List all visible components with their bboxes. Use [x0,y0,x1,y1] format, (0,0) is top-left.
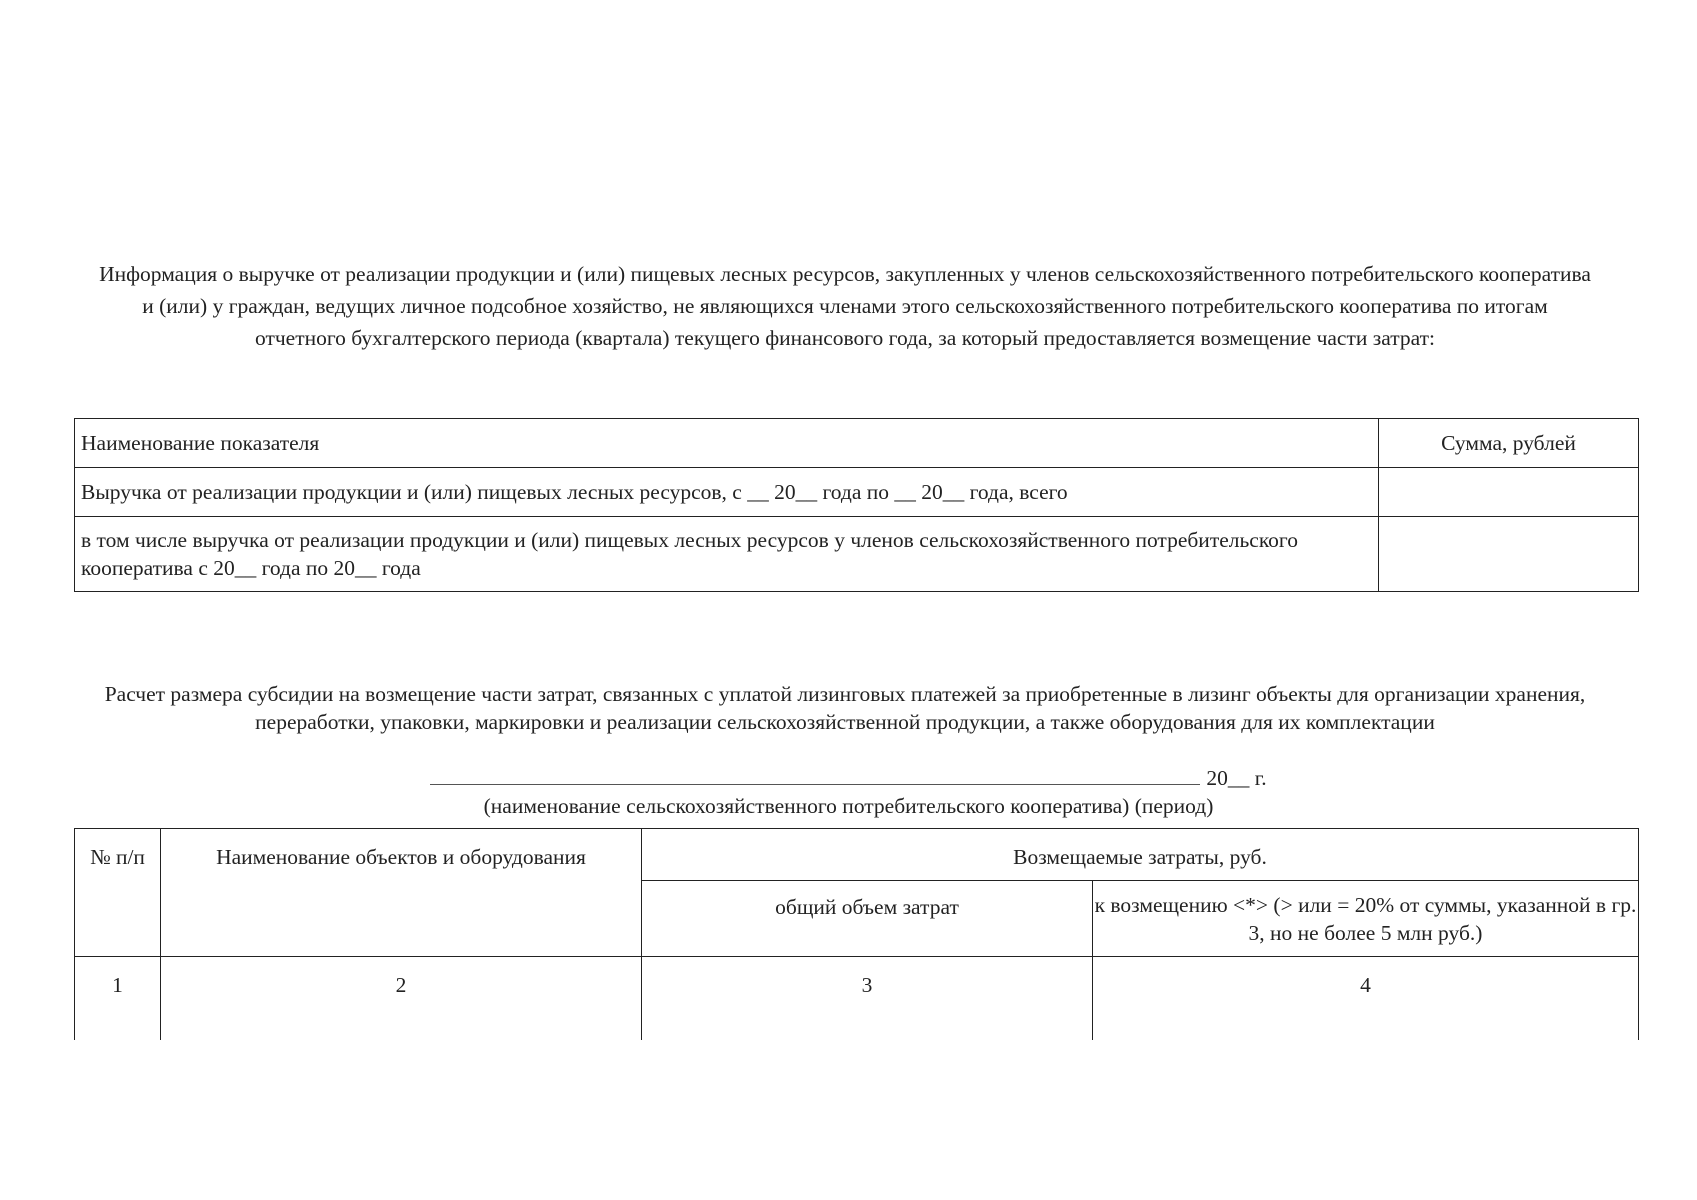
cooperative-name-blank[interactable] [430,764,1200,785]
column-number-3: 3 [642,957,1093,1041]
info-title: Информация о выручке от реализации продукции и (или) пищевых лесных ресурсов, закупленных у членов сельскохозяйственного потребительского кооператива и (или) у граждан, ведущих личное подсобное хозяйство, не являющихся членами этого сельскохозяйственного потребительского кооператива по итогам отчетного бухгалтерского периода (квартала) текущего финансового года, за который предоставляется возмещение части затрат: [99,262,1591,350]
column-numbers-row [75,957,1639,1041]
table-row [75,517,1639,592]
object-name-column-header: Наименование объектов и оборудования [161,829,642,957]
amount-column-header: Сумма, рублей [1379,419,1639,468]
cooperative-name-line [0,764,1697,792]
compensation-column-header: к возмещению <*> (> или = 20% от суммы, указанной в гр. 3, но не более 5 млн руб.) [1093,881,1639,957]
total-costs-column-header: общий объем затрат [642,881,1093,957]
table-header-row [75,419,1639,468]
revenue-info-table [74,418,1639,592]
column-number-4: 4 [1093,957,1639,1041]
revenue-total-amount-cell[interactable] [1379,468,1639,517]
calculation-title: Расчет размера субсидии на возмещение части затрат, связанных с уплатой лизинговых платежей за приобретенные в лизинг объекты для организации хранения, переработки, упаковки, маркировки и реализации сельскохозяйственной продукции, а также оборудования для их комплектации [104,682,1586,734]
table-header-row [75,829,1639,881]
indicator-column-header: Наименование показателя [75,419,1379,468]
subsidy-calculation-table [74,828,1639,1040]
column-number-1: 1 [75,957,161,1041]
period-text: 20__ г. [1206,766,1267,790]
revenue-total-label: Выручка от реализации продукции и (или) пищевых лесных ресурсов, с __ 20__ года по __ 20__ года, всего [75,468,1379,517]
number-column-header: № п/п [75,829,161,957]
revenue-members-amount-cell[interactable] [1379,517,1639,592]
cooperative-name-caption: (наименование сельскохозяйственного потребительского кооператива) (период) [483,794,1214,818]
column-number-2: 2 [161,957,642,1041]
reimbursable-costs-header: Возмещаемые затраты, руб. [642,829,1639,881]
table-row [75,468,1639,517]
revenue-members-label: в том числе выручка от реализации продукции и (или) пищевых лесных ресурсов у членов сельскохозяйственного потребительского кооператива с 20__ года по 20__ года [75,517,1379,592]
